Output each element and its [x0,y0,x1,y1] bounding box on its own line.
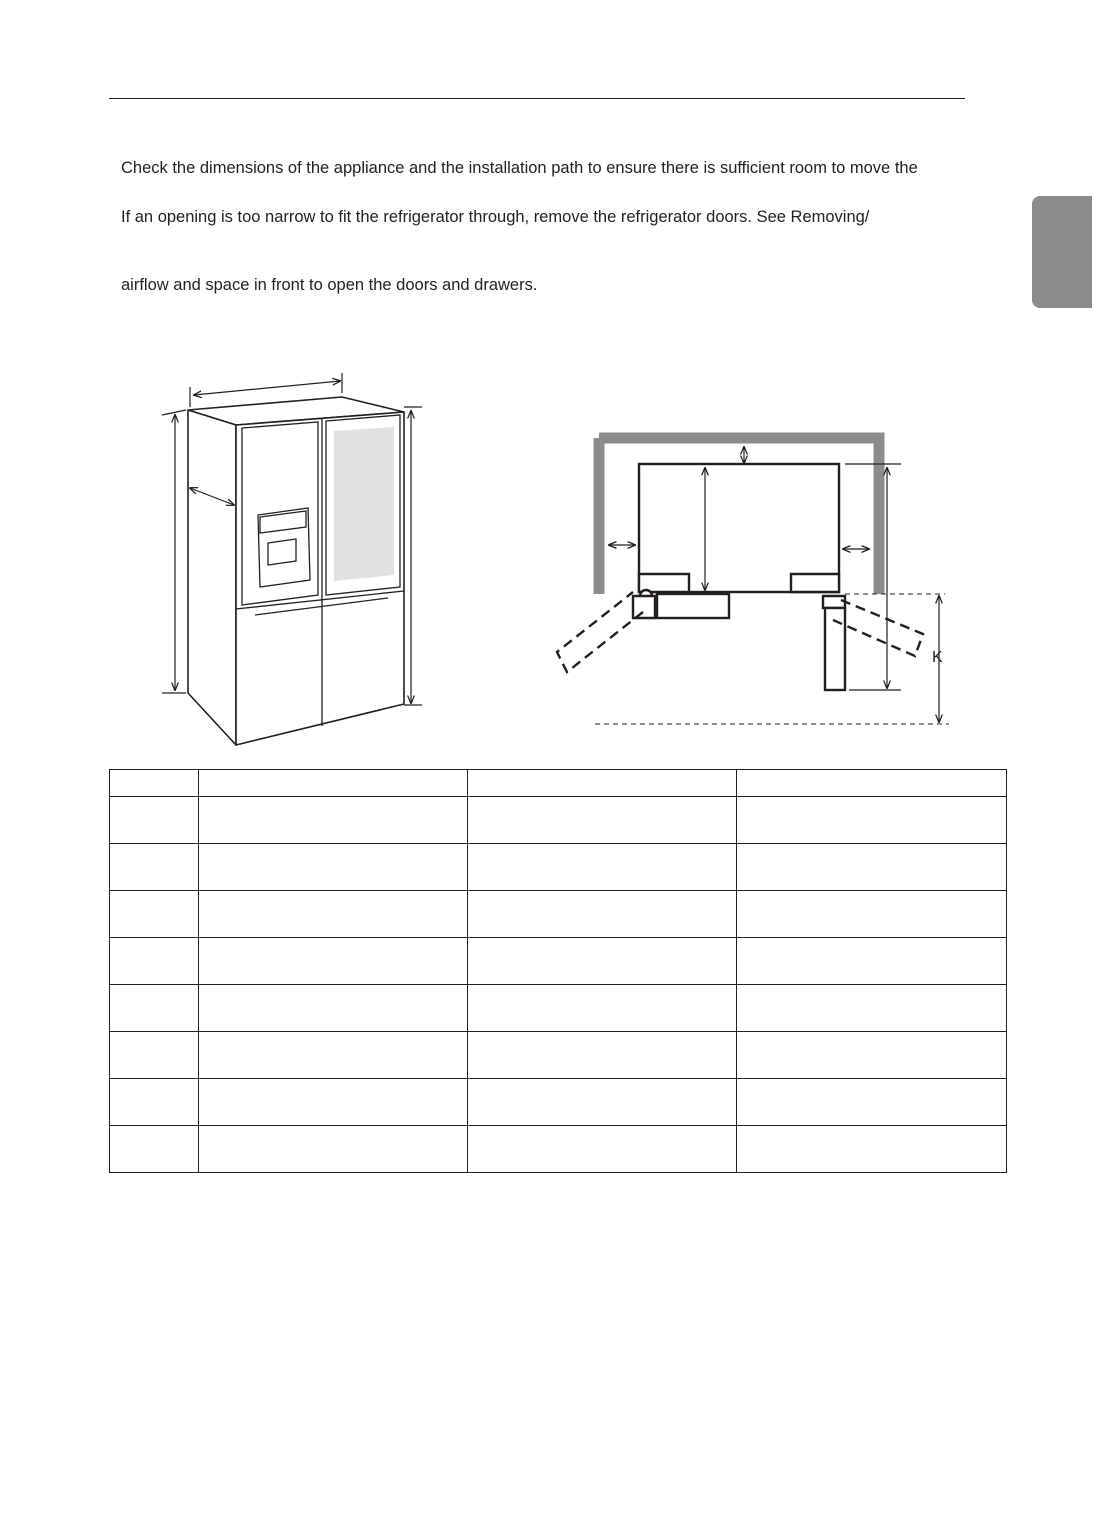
left-door-swing-dashed [557,592,643,672]
table-cell [468,1079,737,1126]
table-row [110,1032,1007,1079]
table-cell [468,797,737,844]
drawer-open [657,594,729,618]
table-header-cell [468,770,737,797]
table-cell [199,938,468,985]
table-cell [110,985,199,1032]
table-cell [110,1032,199,1079]
table-cell [737,891,1007,938]
table-cell [110,1126,199,1173]
table-cell [737,985,1007,1032]
table-cell [468,985,737,1032]
table-row [110,891,1007,938]
fridge-body-top-view [639,464,839,592]
table-cell [199,891,468,938]
table-row [110,985,1007,1032]
table-cell [110,844,199,891]
table-cell [468,1126,737,1173]
table-cell [110,891,199,938]
clearance-label-k: K [932,649,943,666]
table-header-cell [110,770,199,797]
table-cell [737,844,1007,891]
table-cell [737,1032,1007,1079]
table-cell [737,1079,1007,1126]
left-hinge [633,590,655,618]
table-row [110,844,1007,891]
table-cell [737,797,1007,844]
height-extension-line [162,410,186,415]
table-header-row [110,770,1007,797]
section-tab[interactable] [1032,196,1092,308]
fridge-side-panel [188,410,236,745]
paragraph-line-2: If an opening is too narrow to fit the refrigerator through, remove the refrigerator doors. See Removing/ [121,208,870,226]
right-hinge [823,596,845,608]
table-header-cell [737,770,1007,797]
table-cell [199,985,468,1032]
table-row [110,1126,1007,1173]
paragraph-line-3: airflow and space in front to open the doors and drawers. [121,276,538,294]
table-cell [737,1126,1007,1173]
table-cell [199,1126,468,1173]
width-dimension-arrow [194,381,340,395]
top-view-clearance-diagram [545,430,965,730]
table-cell [199,844,468,891]
right-door-closed [791,574,839,592]
table-cell [468,1032,737,1079]
table-cell [199,1032,468,1079]
table-cell [110,938,199,985]
table-row [110,797,1007,844]
table-cell [737,938,1007,985]
header-rule [109,98,965,99]
paragraph-line-1: Check the dimensions of the appliance and the installation path to ensure there is sufficient room to move the [121,159,918,177]
table-row [110,1079,1007,1126]
refrigerator-perspective-diagram [150,365,440,755]
table-cell [468,891,737,938]
table-header-cell [199,770,468,797]
table-cell [110,1079,199,1126]
table-cell [468,844,737,891]
table-cell [199,1079,468,1126]
table-cell [110,797,199,844]
table-cell [468,938,737,985]
right-door-swing-dashed [833,600,923,656]
dimensions-table [109,769,1007,1173]
glass-door-panel [334,427,394,581]
table-cell [199,797,468,844]
table-row [110,938,1007,985]
